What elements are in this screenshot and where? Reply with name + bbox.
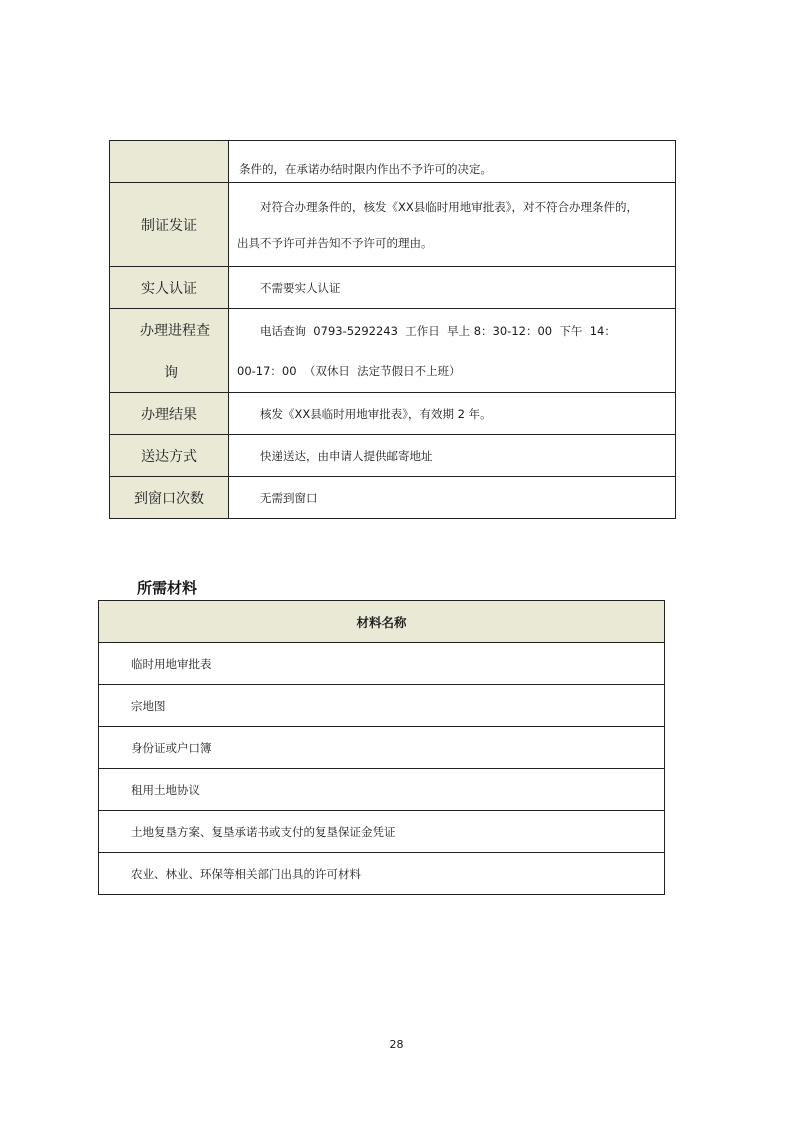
table-row <box>110 309 676 393</box>
value-line: 条件的，在承诺办结时限内作出不予许可的决定。 <box>239 161 492 176</box>
row-value <box>229 309 676 393</box>
row-label: 到窗口次数 <box>110 477 229 519</box>
material-item: 临时用地审批表 <box>99 643 665 685</box>
material-item: 宗地图 <box>99 685 665 727</box>
material-item: 身份证或户口簿 <box>99 727 665 769</box>
value-line: 快递送达，由申请人提供邮寄地址 <box>260 448 433 463</box>
table-row <box>110 393 676 435</box>
row-label: 送达方式 <box>110 435 229 477</box>
row-label: 实人认证 <box>110 267 229 309</box>
table-row <box>110 435 676 477</box>
value-line: 无需到窗口 <box>260 490 318 505</box>
value-line: 核发《XX县临时用地审批表》，有效期 2 年。 <box>260 406 492 421</box>
value-line: 00-17：00 （双休日 法定节假日不上班） <box>237 363 461 378</box>
section-heading: 所需材料 <box>137 579 198 597</box>
table-row <box>110 267 676 309</box>
material-item: 土地复垦方案、复垦承诺书或支付的复垦保证金凭证 <box>99 811 665 853</box>
value-line: 出具不予许可并告知不予许可的理由。 <box>237 235 433 250</box>
value-line: 对符合办理条件的，核发《XX县临时用地审批表》，对不符合办理条件的， <box>260 199 639 214</box>
table-row <box>99 685 665 727</box>
table-row <box>99 853 665 895</box>
table-header-row <box>99 601 665 643</box>
table-row <box>99 811 665 853</box>
row-label-line: 办理进程查 <box>140 322 210 339</box>
row-value <box>229 183 676 267</box>
service-info-table <box>109 140 676 519</box>
row-label <box>110 309 229 393</box>
row-value <box>229 477 676 519</box>
material-item: 农业、林业、环保等相关部门出具的许可材料 <box>99 853 665 895</box>
column-header: 材料名称 <box>99 601 665 643</box>
table-row <box>99 643 665 685</box>
materials-table <box>98 600 665 895</box>
material-item: 租用土地协议 <box>99 769 665 811</box>
row-label <box>110 141 229 183</box>
row-label-line: 询 <box>164 364 178 381</box>
page-number: 28 <box>389 1038 404 1051</box>
value-line: 不需要实人认证 <box>260 280 341 295</box>
row-value <box>229 435 676 477</box>
row-label: 办理结果 <box>110 393 229 435</box>
row-value <box>229 141 676 183</box>
row-value <box>229 267 676 309</box>
row-value <box>229 393 676 435</box>
table-row <box>110 183 676 267</box>
table-row <box>99 727 665 769</box>
table-row <box>110 477 676 519</box>
value-line: 电话查询 0793-5292243 工作日 早上 8：30-12：00 下午 14： <box>260 323 616 338</box>
table-row <box>99 769 665 811</box>
table-row <box>110 141 676 183</box>
row-label: 制证发证 <box>110 183 229 267</box>
